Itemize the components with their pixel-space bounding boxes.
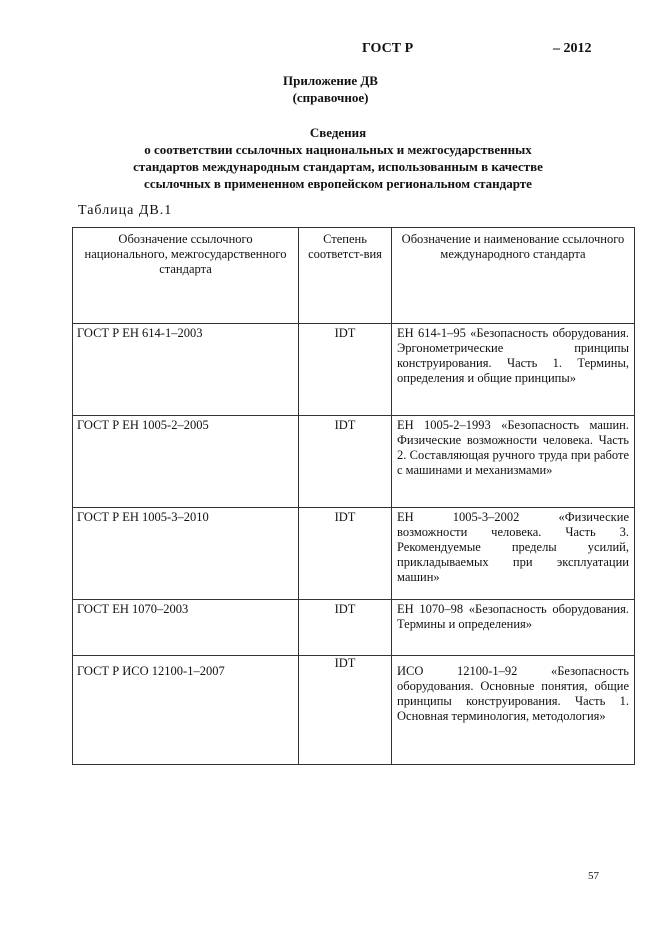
table-label: Таблица ДВ.1: [78, 203, 173, 218]
international-standard-cell: ЕН 614-1–95 «Безопасность оборудования. Эргонометрические принципы конструирования. Часть 1. Термины, определения и общие принципы»: [392, 324, 635, 416]
annex-note: (справочное): [292, 90, 369, 105]
table-row: [73, 508, 635, 600]
table-row: [73, 600, 635, 656]
international-standard-cell: ИСО 12100-1–92 «Безопасность оборудования. Основные понятия, общие принципы конструирования. Часть 1. Основная терминология, методология»: [392, 656, 635, 765]
annex-title: Приложение ДВ: [283, 73, 378, 88]
international-standard-cell: ЕН 1005-3–2002 «Физические возможности человека. Часть 3. Рекомендуемые пределы усилий, прикладываемых при эксплуатации машин»: [392, 508, 635, 600]
international-standard-cell: ЕН 1070–98 «Безопасность оборудования. Термины и определения»: [392, 600, 635, 656]
column-header-degree: Степень соответст-вия: [299, 228, 392, 324]
national-standard-cell: ГОСТ Р ЕН 1005-2–2005: [73, 416, 299, 508]
column-header-international: Обозначение и наименование ссылочного международного стандарта: [392, 228, 635, 324]
international-standard-cell: ЕН 1005-2–1993 «Безопасность машин. Физические возможности человека. Часть 2. Составляющая ручного труда при работе с машинами и механизмами»: [392, 416, 635, 508]
table-header-row: [73, 228, 635, 324]
document-year: – 2012: [553, 41, 592, 56]
degree-cell: IDT: [299, 416, 392, 508]
section-subtitle-line: стандартов международным стандартам, использованным в качестве: [133, 159, 543, 174]
degree-cell: IDT: [299, 324, 392, 416]
degree-cell: IDT: [299, 508, 392, 600]
page-number: 57: [588, 870, 599, 882]
annex-heading: [0, 72, 661, 106]
table-row: [73, 416, 635, 508]
section-subtitle-line: о соответствии ссылочных национальных и межгосударственных: [144, 142, 532, 157]
section-title: Сведения: [309, 125, 367, 140]
table-row: [73, 324, 635, 416]
table-row: [73, 656, 635, 765]
degree-cell: IDT: [299, 656, 392, 765]
correspondence-table: [72, 227, 635, 765]
column-header-national: Обозначение ссылочного национального, межгосударственного стандарта: [73, 228, 299, 324]
national-standard-cell: ГОСТ Р ИСО 12100-1–2007: [73, 656, 299, 765]
national-standard-cell: ГОСТ Р ЕН 1005-3–2010: [73, 508, 299, 600]
section-subtitle-line: ссылочных в примененном европейском региональном стандарте: [144, 176, 532, 191]
national-standard-cell: ГОСТ ЕН 1070–2003: [73, 600, 299, 656]
national-standard-cell: ГОСТ Р ЕН 614-1–2003: [73, 324, 299, 416]
section-heading: [60, 124, 616, 192]
document-code: ГОСТ Р: [362, 41, 414, 56]
degree-cell: IDT: [299, 600, 392, 656]
